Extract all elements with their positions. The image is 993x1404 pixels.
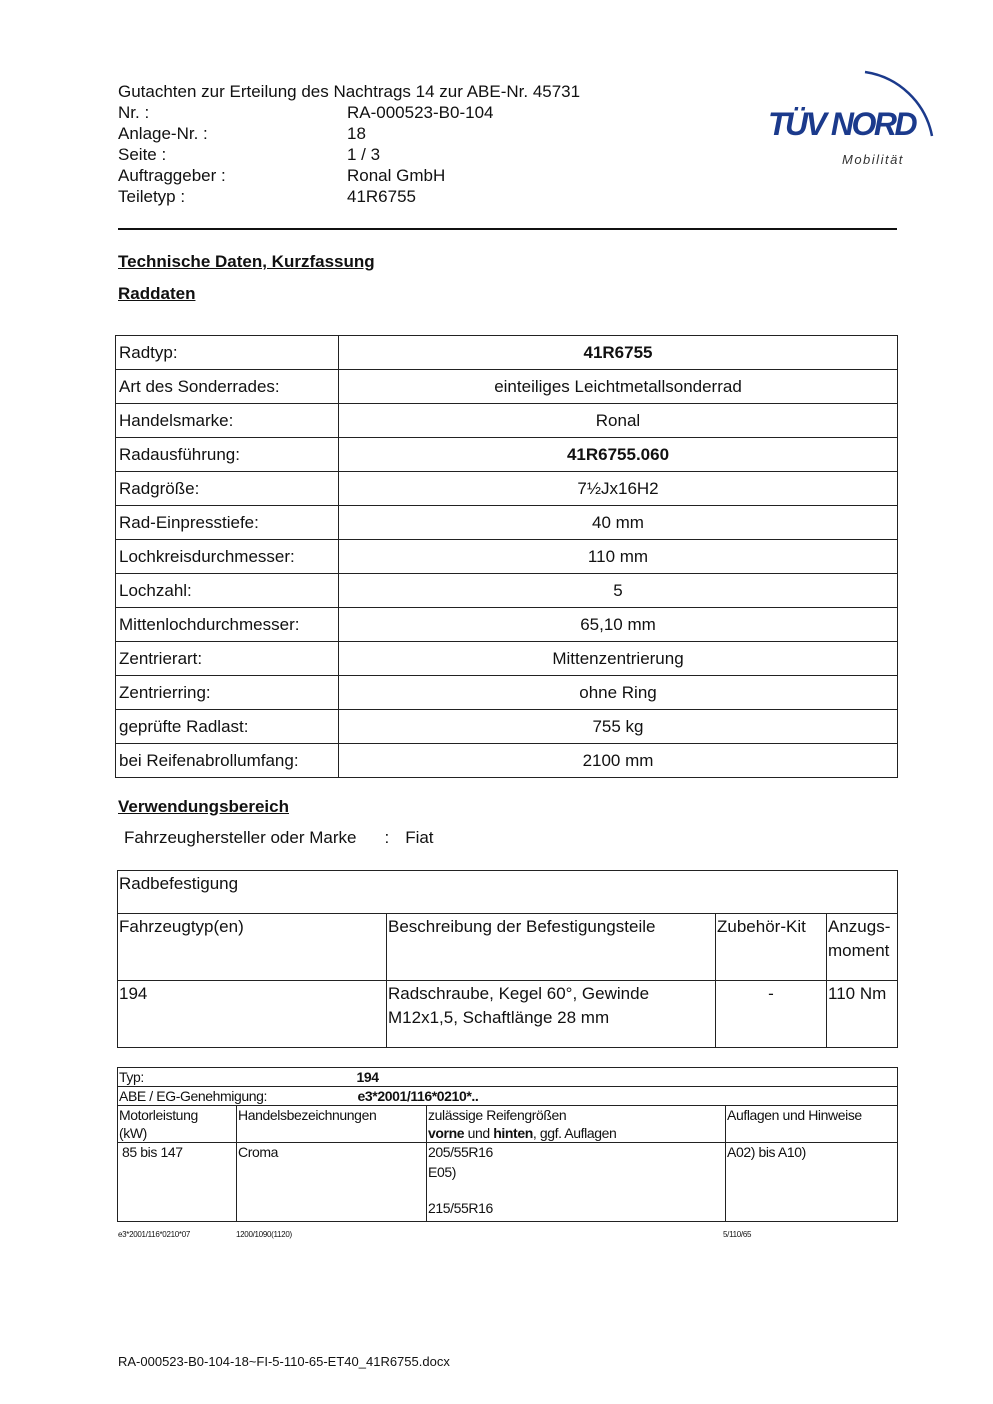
- header-row-teiletyp: Teiletyp : 41R6755: [118, 187, 417, 206]
- logo-wordmark: TÜV NORD: [768, 106, 916, 142]
- note-pcd: 5/110/65: [723, 1230, 752, 1239]
- usage-value: Fiat: [405, 828, 434, 847]
- radbefestigung-table: [117, 870, 898, 1048]
- header-row-seite: Seite : 1 / 3: [118, 145, 381, 164]
- table-row: 85 bis 147 Croma 205/55R16 E05) 215/55R16 A02) bis A10): [118, 1143, 898, 1222]
- table-row: Lochkreisdurchmesser: 110 mm: [116, 540, 898, 574]
- radbefestigung-title: Radbefestigung: [118, 871, 898, 914]
- table-row: [118, 871, 898, 914]
- section-verwendungsbereich: Verwendungsbereich: [118, 797, 289, 816]
- table-row: Rad-Einpresstiefe: 40 mm: [116, 506, 898, 540]
- typ-table: [117, 1067, 898, 1222]
- befestigung-description: Radschraube, Kegel 60°, Gewinde M12x1,5, Schaftlänge 28 mm: [387, 981, 716, 1048]
- footer-filename: RA-000523-B0-104-18~FI-5-110-65-ET40_41R6755.docx: [118, 1354, 450, 1369]
- table-row: Handelsmarke: Ronal: [116, 404, 898, 438]
- table-row: geprüfte Radlast: 755 kg: [116, 710, 898, 744]
- usage-label: Fahrzeughersteller oder Marke: [124, 828, 357, 847]
- document-header: [118, 81, 580, 207]
- table-row: Lochzahl: 5: [116, 574, 898, 608]
- table-row: Art des Sonderrades: einteiliges Leichtmetallsonderrad: [116, 370, 898, 404]
- note-dims: 1200/1090(1120): [236, 1230, 292, 1239]
- header-title: Gutachten zur Erteilung des Nachtrags 14 zur ABE-Nr. 45731: [118, 82, 581, 101]
- section-raddaten: Raddaten: [118, 284, 196, 303]
- table-row: Radgröße: 7½Jx16H2: [116, 472, 898, 506]
- section-technische-daten: Technische Daten, Kurzfassung: [118, 252, 375, 271]
- header-row-nr: Nr. : RA-000523-B0-104: [118, 103, 494, 122]
- table-row: Radausführung: 41R6755.060: [116, 438, 898, 472]
- table-row: Zentrierring: ohne Ring: [116, 676, 898, 710]
- table-row: Motorleistung (kW) Handelsbezeichnungen zulässige Reifengrößen vorne und hinten, ggf. Auflagen Auflagen und Hinweise: [118, 1106, 898, 1143]
- table-row: Fahrzeugtyp(en) Beschreibung der Befestigungsteile Zubehör-Kit Anzugs- moment: [118, 914, 898, 981]
- logo-subtitle: Mobilität: [842, 152, 904, 167]
- header-row-anlage: Anlage-Nr. : 18: [118, 124, 366, 143]
- usage-line: [124, 828, 434, 848]
- usage-colon: :: [384, 828, 390, 847]
- raddaten-table: [115, 335, 898, 778]
- table-row: bei Reifenabrollumfang: 2100 mm: [116, 744, 898, 778]
- note-abe: e3*2001/116*0210*07: [118, 1230, 191, 1239]
- tuv-nord-logo: [760, 56, 945, 176]
- table-row: Mittenlochdurchmesser: 65,10 mm: [116, 608, 898, 642]
- anzugsmoment-header: Anzugs- moment: [827, 914, 898, 981]
- table-row: Zentrierart: Mittenzentrierung: [116, 642, 898, 676]
- header-row-auftraggeber: Auftraggeber : Ronal GmbH: [118, 166, 446, 185]
- table-row: 194 Radschraube, Kegel 60°, Gewinde M12x1,5, Schaftlänge 28 mm - 110 Nm: [118, 981, 898, 1048]
- table-row: Radtyp: 41R6755: [116, 336, 898, 370]
- table-row: Typ: 194: [118, 1068, 898, 1087]
- table-row: ABE / EG-Genehmigung: e3*2001/116*0210*..: [118, 1087, 898, 1106]
- header-divider: [118, 228, 897, 230]
